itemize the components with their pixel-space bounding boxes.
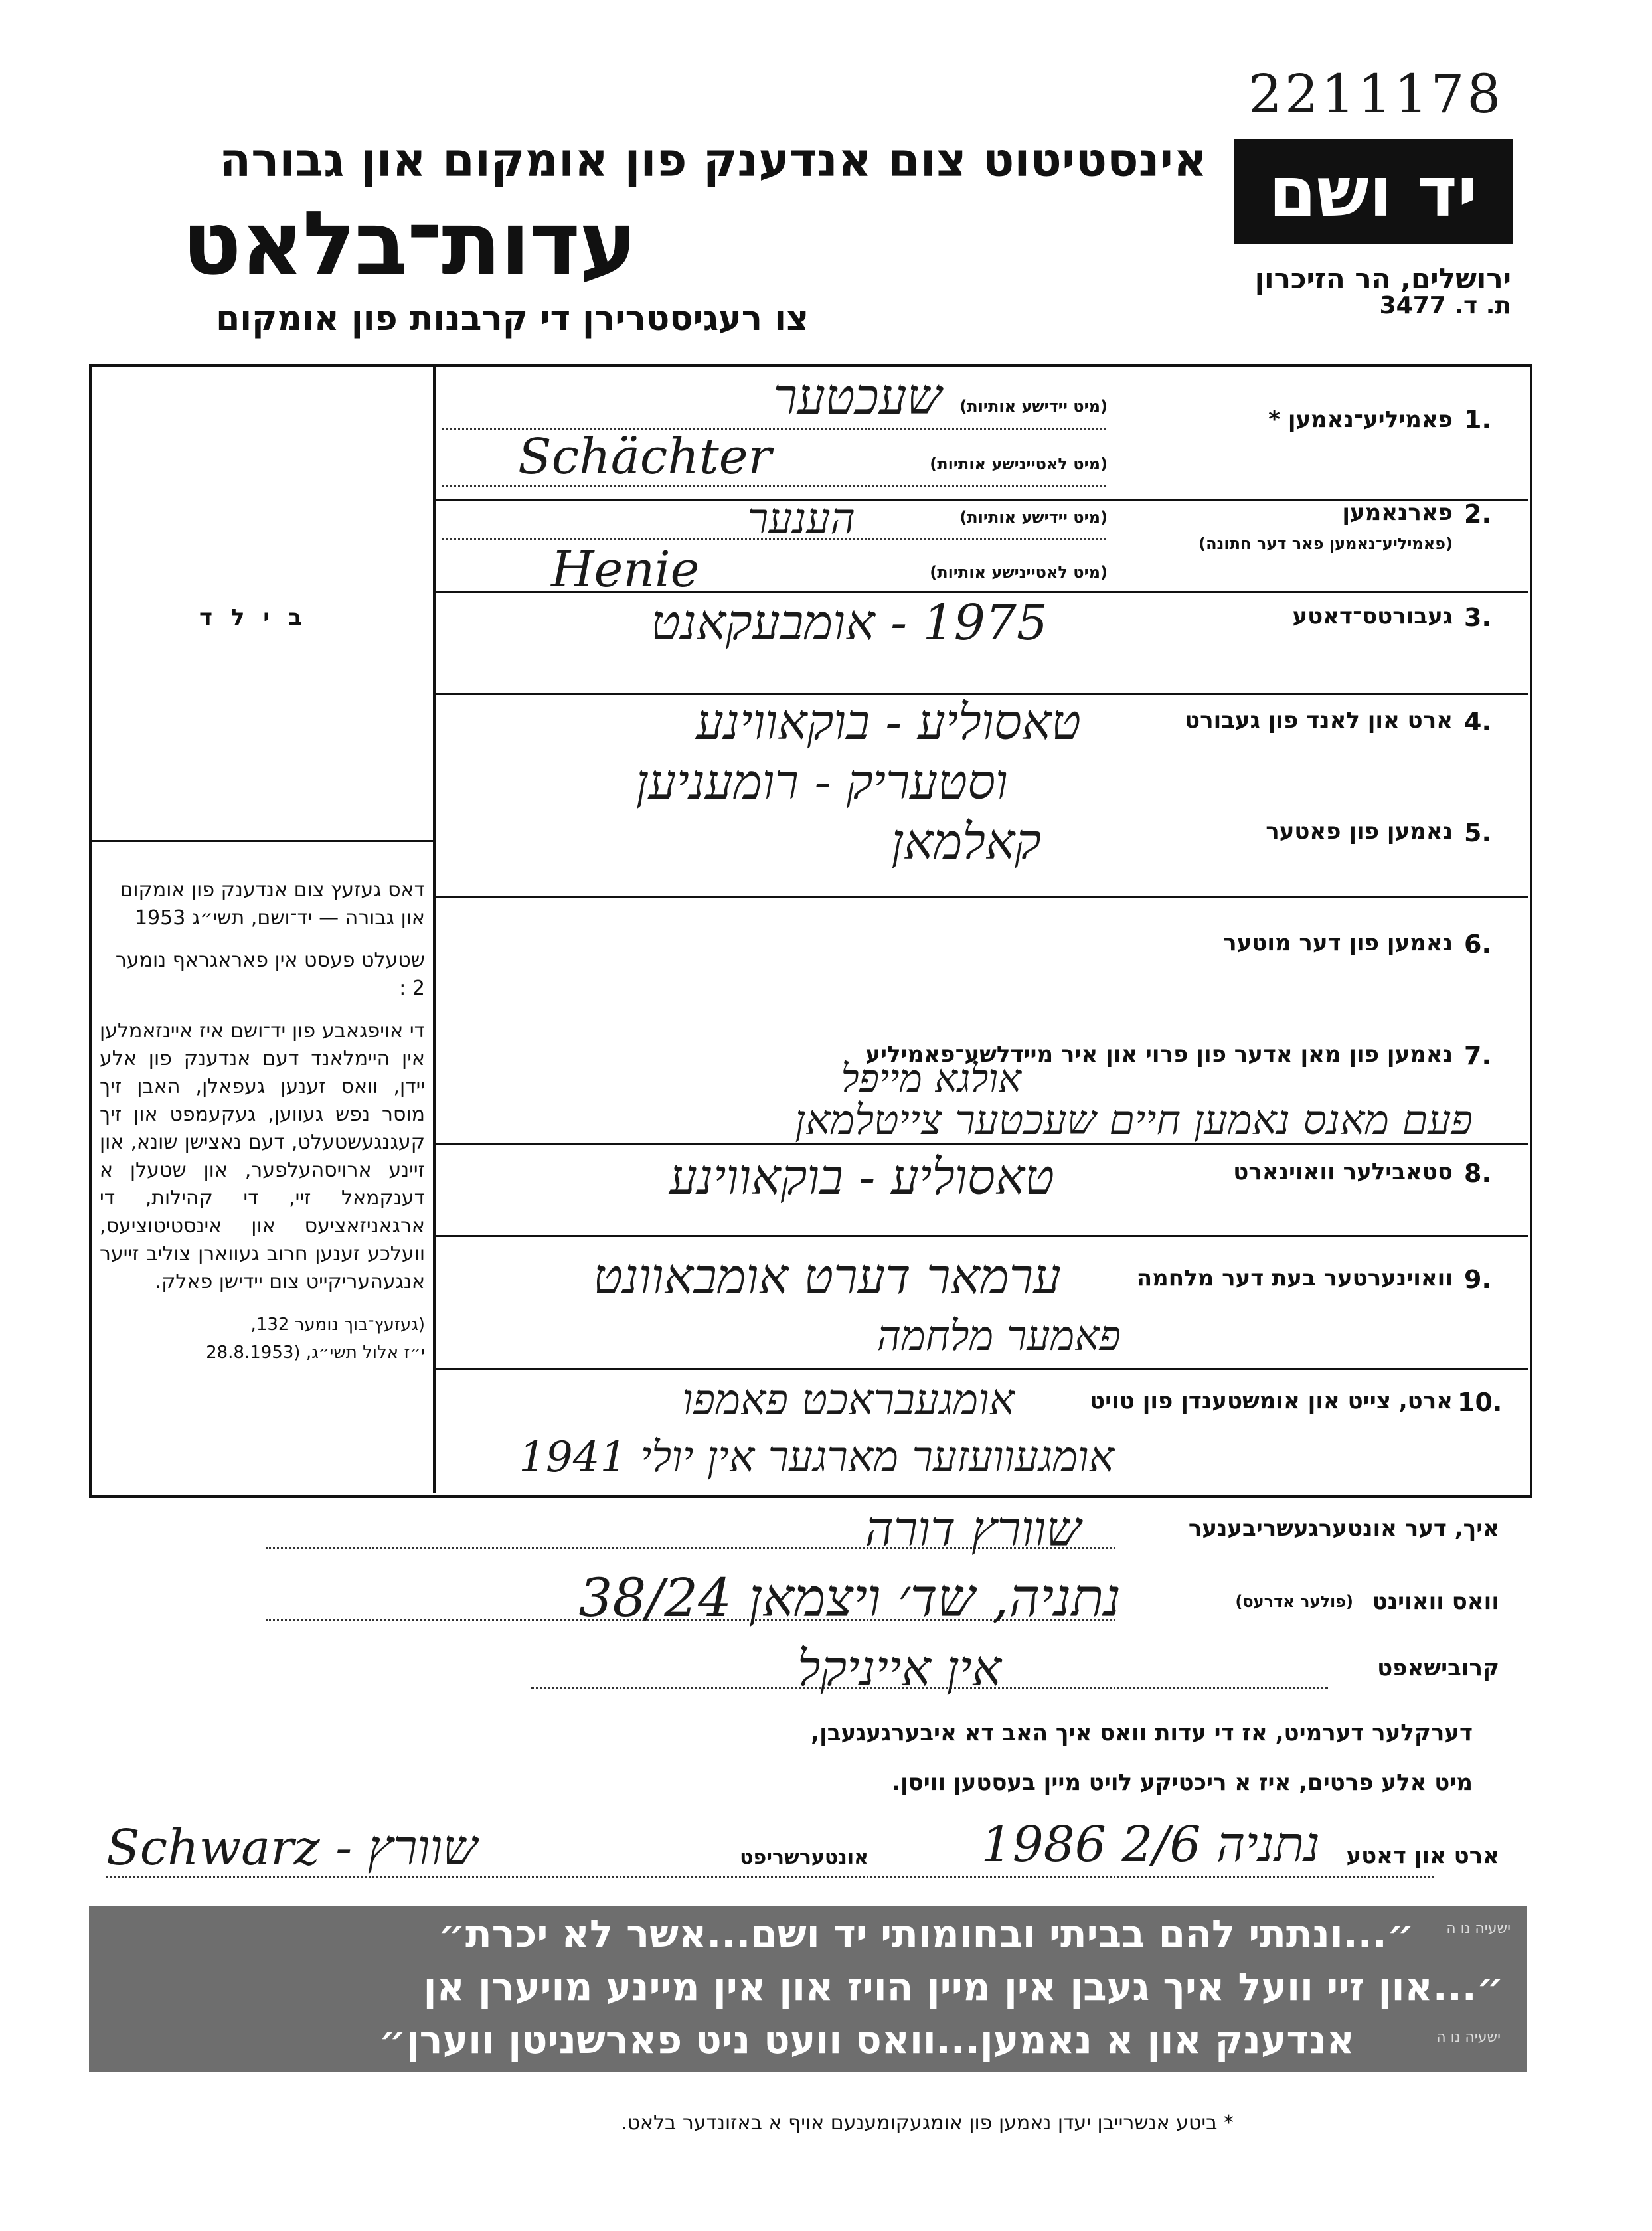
field-9-value-line-2[interactable]: פאמער מלחמה xyxy=(876,1311,1121,1360)
field-6-label: נאמען פון דער מוטער xyxy=(1223,930,1453,956)
field-3-value[interactable]: 1975 - אומבעקאנט xyxy=(651,594,1048,651)
footnote: * ביטע אנשרייבן יעדן נאמען פון אומגעקומענעם אויף א באזונדער בלאט. xyxy=(620,2111,1234,2135)
field-9-number: 9. xyxy=(1464,1265,1491,1294)
column-divider xyxy=(433,364,436,1493)
declarant-address-hint: (פולער אדרעס) xyxy=(1235,1592,1353,1611)
field-2-number: 2. xyxy=(1464,499,1491,529)
law-text-p4: (געזעץ־בוך נומער 132, xyxy=(250,1315,425,1335)
field-5-value[interactable]: קאלמאן xyxy=(891,813,1041,870)
field-8-label: סטאבילער וואוינארט xyxy=(1233,1159,1453,1185)
field-1-label: פאמיליע־נאמען * xyxy=(1268,406,1453,433)
quote-banner xyxy=(89,1906,1527,2072)
document-number: 2211178 xyxy=(1248,63,1504,125)
banner-ref-1: ישעיה נו ה xyxy=(1446,1920,1511,1937)
declarant-relation-value[interactable]: אין אייניקל xyxy=(797,1640,1001,1697)
field-7-number: 7. xyxy=(1464,1041,1491,1070)
declarant-address-label: וואס וואוינט xyxy=(1372,1588,1499,1615)
field-10-label: ארט, צייט און אומשטענדן פון טויט xyxy=(1089,1388,1453,1414)
banner-line-1: ״...ונתתי להם בביתי ובחומותי יד ושם...אשר לא יכרת״ xyxy=(438,1911,1414,1956)
banner-line-3: אנדענק און א נאמען...וואס וועט ניט פארשניטן ווערן״ xyxy=(378,2017,1355,2062)
banner-line-2: ״...און זיי וועל איך געבן אין מיין הויז און אין מיינע מויערן אן xyxy=(423,1964,1504,2009)
date-value[interactable]: נתניה 2/6 1986 xyxy=(981,1816,1320,1873)
field-4-number: 4. xyxy=(1464,707,1491,736)
field-2-value-latin[interactable]: Henie xyxy=(551,541,700,598)
field-10-value-line-1[interactable]: אומגעבראכט פאמפו xyxy=(682,1376,1015,1425)
field-4-label: ארט און לאנד פון געבורט xyxy=(1185,707,1453,734)
field-9-label: וואוינערטער בעת דער מלחמה xyxy=(1136,1265,1453,1291)
field-2-sub-label: (פאמיליע־נאמען פאר דער חתונה) xyxy=(1198,535,1453,553)
declarant-name-value[interactable]: שוורץ דורה xyxy=(865,1501,1081,1558)
logo-text: יד ושם xyxy=(1268,151,1478,232)
field-7-value-line-1[interactable]: אולגא מייפל xyxy=(841,1056,1021,1101)
date-label: ארט און דאטע xyxy=(1346,1843,1499,1869)
declarant-address-value[interactable]: נתניה, שד׳ ויצמאן 38/24 xyxy=(578,1567,1121,1629)
signature-label: אונטערשריפט xyxy=(740,1846,868,1869)
field-8-number: 8. xyxy=(1464,1159,1491,1188)
form-title: עדות־בלאט xyxy=(182,193,636,295)
field-1-hint-yiddish: (מיט יידישע אותיות) xyxy=(959,397,1108,416)
field-1-value-yiddish[interactable]: שעכטער xyxy=(773,369,942,426)
field-1-number: 1. xyxy=(1464,405,1491,434)
declaration-line-2: מיט אלע פרטים, איז א ריכטיקע לויט מיין בעסטען וויסן. xyxy=(892,1770,1473,1796)
field-2-hint-latin: (מיט לאטיינישע אותיות) xyxy=(930,563,1108,582)
field-3-label: געבורטס־דאטע xyxy=(1292,603,1453,629)
field-10-value-line-2[interactable]: אומגעוועזער מארגער אין יולי 1941 xyxy=(519,1433,1114,1482)
row-separator xyxy=(433,1368,1528,1370)
yad-vashem-logo xyxy=(1234,139,1513,244)
signature-line xyxy=(106,1876,1434,1878)
field-6-number: 6. xyxy=(1464,930,1491,959)
declarant-name-label: איך, דער אונטערגעשריבענער xyxy=(1188,1515,1499,1542)
signature-value[interactable]: Schwarz - שוורץ xyxy=(106,1819,477,1876)
declaration-line-1: דערקלער דערמיט, אז די עדות וואס איך האב דא איבערגעגעבן, xyxy=(811,1720,1473,1746)
subtitle: צו רעגיסטרירן די קרבנות פון אומקום xyxy=(216,299,809,339)
field-10-number: 10. xyxy=(1457,1388,1503,1417)
field-5-label: נאמען פון פאטער xyxy=(1266,818,1453,845)
institute-title: אינסטיטוט צום אנדענק פון אומקום און גבורה xyxy=(219,133,1207,187)
field-1-hint-latin: (מיט לאטיינישע אותיות) xyxy=(930,455,1108,473)
law-text-p5: י״ז אלול תשי״ג, (28.8.1953 xyxy=(206,1343,425,1363)
law-text-p3: די אויפגאבע פון יד־ושם איז איינזאמלען אין היימלאנד דעם אנדענק פון אלע יידן, וואס זענען געפאלן, האבן זיך מוסר נפש געווען, געקעמפט און זיך קעגנגעשטעלט, דעם נאצישן שונא, און זיינע ארויסהעלפער, און שטעלן א דענקמאל זיי, די קהילות, די ארגאניזאציעס און אינסטיטוציעס, וועלכע זענען חרוב געווארן צוליב זייער אנגעהעריקייט צום יידישן פאלק. xyxy=(100,1019,425,1293)
address-line-1: ירושלים, הר הזיכרון xyxy=(1254,262,1511,295)
field-2-hint-yiddish: (מיט יידישע אותיות) xyxy=(959,508,1108,527)
photo-label: ב י ל ד xyxy=(199,604,307,631)
declarant-relation-label: קרובישאפט xyxy=(1377,1655,1499,1681)
field-8-value[interactable]: טאסוליע - בוקאווינע xyxy=(669,1149,1054,1206)
banner-ref-3: ישעיה נו ה xyxy=(1436,2029,1501,2046)
row-separator xyxy=(433,896,1528,898)
field-4-value-line-1[interactable]: טאסוליע - בוקאווינע xyxy=(696,694,1081,751)
field-3-number: 3. xyxy=(1464,603,1491,632)
law-text-p1: דאס געזעץ צום אנדענק פון אומקום און גבורה — יד־ושם, תשי״ג 1953 xyxy=(120,878,425,930)
law-text xyxy=(100,876,425,1366)
field-5-number: 5. xyxy=(1464,818,1491,847)
field-7-label: נאמען פון מאן אדער פון פרוי און איר מיידלשע־פאמיליע xyxy=(865,1041,1453,1068)
field-2-label: פארנאמען xyxy=(1342,499,1453,526)
field-4-value-line-2[interactable]: וסטעריק - רומעניען xyxy=(635,754,1008,811)
field-7-value-line-2[interactable]: פעם מאנס נאמען חיים שעכטער צייטלמאן xyxy=(795,1096,1473,1144)
row-separator xyxy=(433,1235,1528,1237)
field-1-value-latin[interactable]: Schächter xyxy=(518,428,772,485)
field-9-value-line-1[interactable]: ערמאר דערט אומבאוונט xyxy=(593,1248,1061,1305)
field-2-value-yiddish[interactable]: הענער xyxy=(747,495,855,544)
address-line-2: ת. ד. 3477 xyxy=(1379,292,1511,319)
photo-box-bottom xyxy=(89,840,436,842)
law-text-p2: שטעלט פעסט אין פאראגראף נומער 2 : xyxy=(115,949,425,1000)
